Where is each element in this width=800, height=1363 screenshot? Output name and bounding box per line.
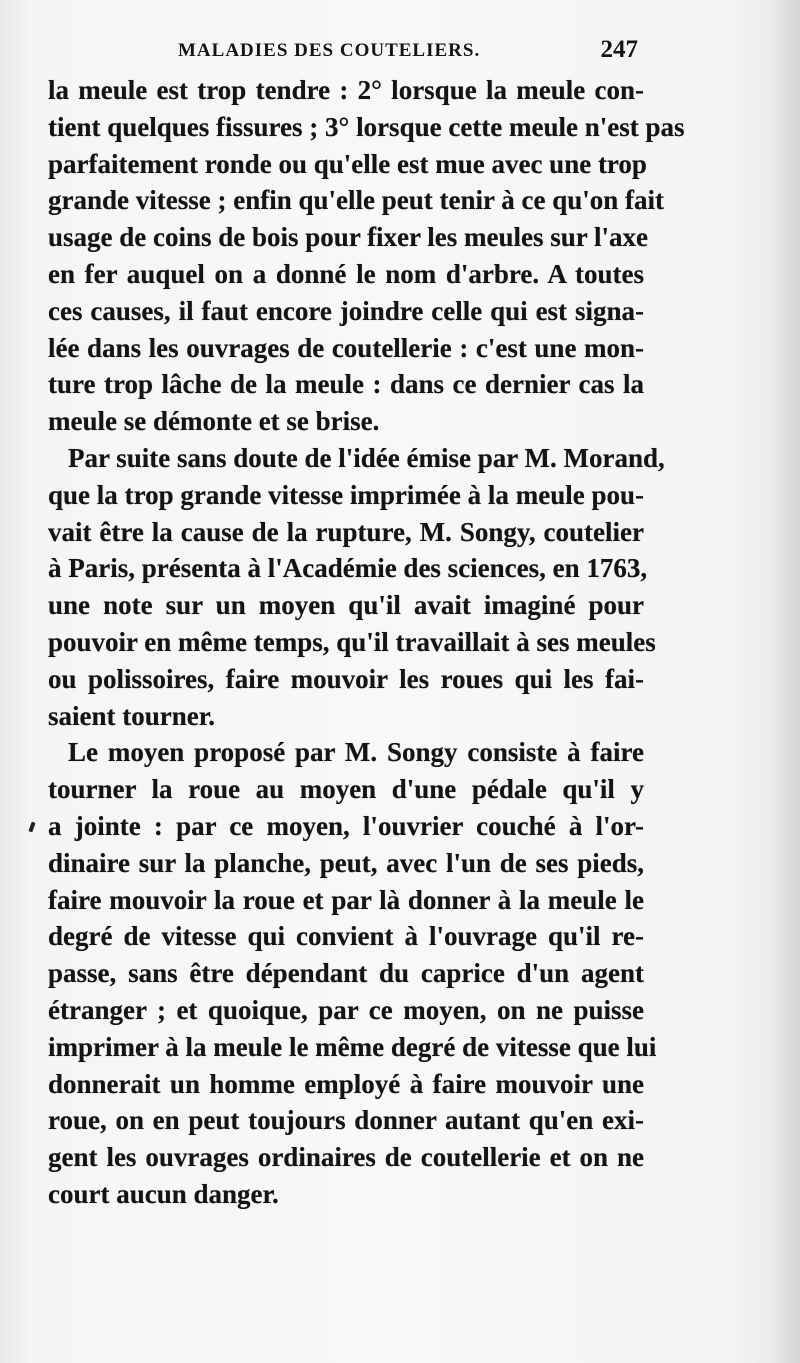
text-line: la meule est trop tendre : 2° lorsque la meule con-	[48, 75, 644, 105]
text-line: Par suite sans doute de l'idée émise par M. Morand,	[68, 442, 665, 473]
page-header	[48, 36, 638, 76]
text-line: degré de vitesse qui convient à l'ouvrage qu'il re-	[48, 921, 644, 952]
text-line: ou polissoires, faire mouvoir les roues qui les fai-	[48, 663, 644, 694]
text-line: saient tourner.	[48, 700, 215, 731]
text-line: usage de coins de bois pour fixer les meules sur l'axe	[48, 222, 649, 253]
text-line: grande vitesse ; enfin qu'elle peut tenir à ce qu'on fait	[48, 185, 664, 216]
text-line: en fer auquel on a donné le nom d'arbre. A toutes	[48, 258, 644, 289]
text-line: donnerait un homme employé à faire mouvoir une	[48, 1068, 644, 1099]
paragraph-1	[48, 72, 685, 440]
text-line: une note sur un moyen qu'il avait imaginé pour	[48, 590, 644, 621]
paragraph-2	[48, 440, 665, 734]
margin-mark	[28, 822, 35, 833]
text-line: étranger ; et quoique, par ce moyen, on ne puisse	[48, 994, 644, 1025]
text-line: a jointe : par ce moyen, l'ouvrier couché à l'or-	[48, 810, 644, 841]
text-line: court aucun danger.	[48, 1178, 279, 1209]
text-line: que la trop grande vitesse imprimée à la meule pou-	[48, 479, 644, 510]
text-line: passe, sans être dépendant du caprice d'un agent	[48, 958, 644, 989]
text-line: lée dans les ouvrages de coutellerie : c'est une mon-	[48, 332, 644, 363]
text-line: meule se démonte et se brise.	[48, 406, 380, 437]
text-line: dinaire sur la planche, peut, avec l'un de ses pieds,	[48, 847, 644, 878]
page-edge-shadow	[770, 0, 800, 1363]
text-line: vait être la cause de la rupture, M. Songy, coutelier	[48, 516, 644, 547]
text-line: tourner la roue au moyen d'une pédale qu'il y	[48, 774, 644, 805]
text-line: imprimer à la meule le même degré de vitesse que lui	[48, 1031, 657, 1062]
text-line: gent les ouvrages ordinaires de coutellerie et on ne	[48, 1142, 644, 1173]
running-title: MALADIES DES COUTELIERS.	[178, 40, 481, 61]
text-line: pouvoir en même temps, qu'il travaillait à ses meules	[48, 626, 656, 657]
text-line: faire mouvoir la roue et par là donner à la meule le	[48, 884, 644, 915]
text-line: ture trop lâche de la meule : dans ce dernier cas la	[48, 369, 644, 400]
text-line: à Paris, présenta à l'Académie des sciences, en 1763,	[48, 553, 648, 584]
text-line: roue, on en peut toujours donner autant qu'en exi-	[48, 1105, 644, 1136]
body-text	[48, 72, 685, 1213]
text-line: ces causes, il faut encore joindre celle qui est signa-	[48, 295, 644, 326]
text-line: Le moyen proposé par M. Songy consiste à faire	[68, 737, 644, 768]
text-line: parfaitement ronde ou qu'elle est mue avec une trop	[48, 148, 647, 179]
text-line: tient quelques fissures ; 3° lorsque cette meule n'est pas	[48, 111, 685, 142]
page-number: 247	[600, 36, 638, 63]
paragraph-3	[48, 734, 657, 1212]
